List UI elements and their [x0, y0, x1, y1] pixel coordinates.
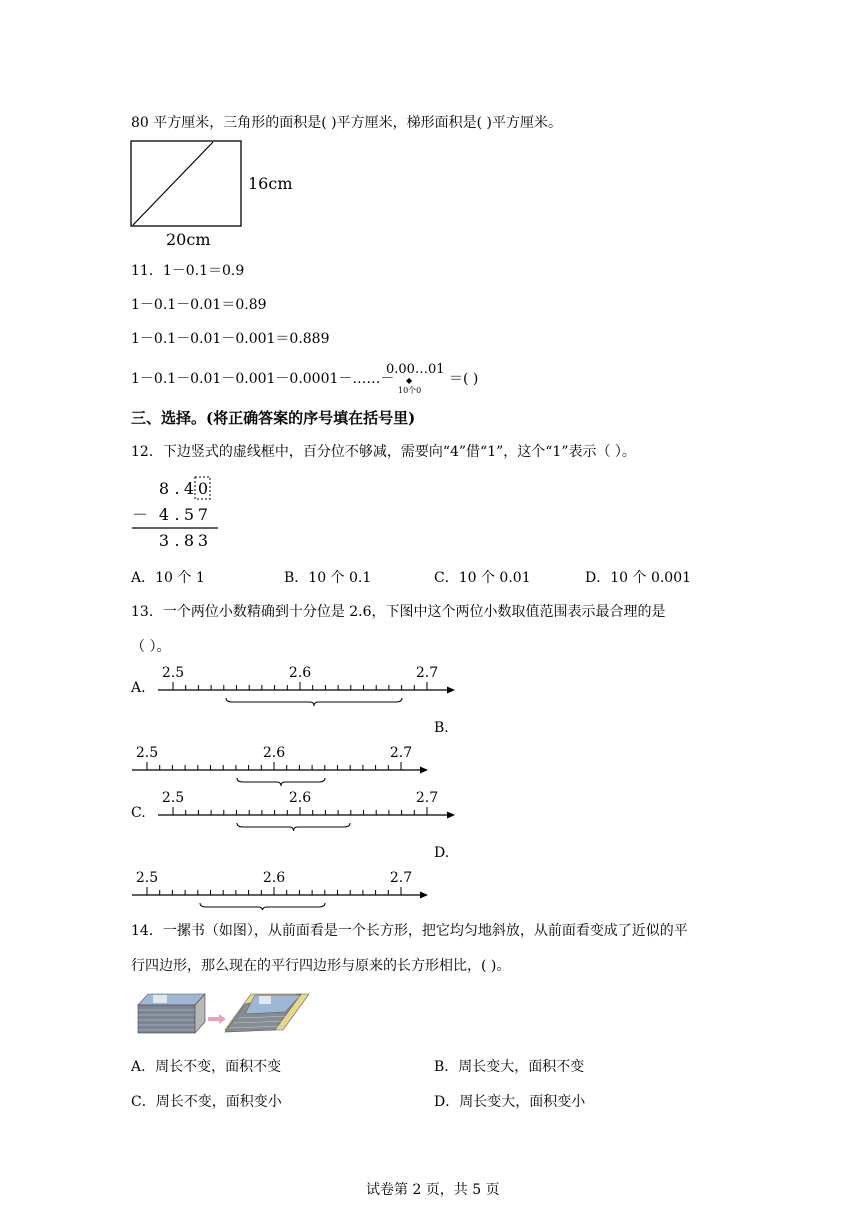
q11-line1: 11．1－0.1＝0.9: [131, 263, 245, 279]
q14-stem2: 行四边形，那么现在的平行四边形与原来的长方形相比，( )。: [131, 958, 511, 974]
q14-stem: 14．一摞书（如图），从前面看是一个长方形，把它均匀地斜放，从前面看变成了近似的平: [131, 923, 688, 939]
q11-line4-end: ＝( ): [449, 371, 479, 387]
digit: 7: [197, 505, 209, 524]
q13-stem: 13．一个两位小数精确到十分位是 2.6，下图中这个两位小数取值范围表示最合理的是: [131, 604, 666, 620]
page-footer: 试卷第 2 页，共 5 页: [366, 1182, 500, 1198]
range-brace: [226, 698, 402, 706]
q14-option-a: A．周长不变，面积不变: [131, 1059, 282, 1075]
width-label: 20cm: [166, 230, 211, 249]
tick-label: 2.7: [415, 790, 439, 806]
digit: 0: [197, 479, 209, 498]
digit: 4: [183, 479, 195, 498]
tick-label: 2.6: [288, 790, 312, 806]
tick-label: 2.7: [389, 870, 413, 886]
vertical-subtraction: [128, 474, 228, 554]
digit: 5: [183, 505, 195, 524]
q11-line2: 1－0.1－0.01＝0.89: [131, 297, 267, 313]
arrow-head-icon: [447, 812, 455, 819]
digit: 4: [158, 505, 170, 524]
range-brace: [200, 903, 325, 910]
book-cover-icon: [259, 996, 271, 1004]
fraction-sub: 10个0: [398, 386, 422, 395]
digit: 8: [158, 479, 170, 498]
q11-line3: 1－0.1－0.01－0.001＝0.889: [131, 331, 330, 347]
q13-stem2: （ ）。: [131, 639, 171, 655]
tick-label: 2.7: [389, 745, 413, 761]
minus-sign: －: [131, 505, 149, 524]
q12-option-b: B．10 个 0.1: [284, 570, 372, 586]
dot: .: [174, 505, 180, 524]
q13-label-a: A.: [131, 680, 146, 696]
number-line-a: [158, 665, 455, 706]
q12-stem: 12．下边竖式的虚线框中，百分位不够减，需要向“4”借“1”，这个“1”表示（ ）。: [131, 444, 636, 460]
digit: 8: [183, 531, 195, 550]
range-brace: [237, 823, 350, 831]
number-line-c: [158, 790, 455, 831]
tick-label: 2.5: [135, 870, 159, 886]
tick-label: 2.6: [288, 665, 312, 681]
tick-label: 2.5: [161, 665, 185, 681]
q11-line4-start: 1－0.1－0.01－0.001－0.0001－……－: [131, 371, 395, 387]
books-illustration: [133, 990, 313, 1040]
dot: .: [174, 479, 180, 498]
q14-option-d: D．周长变大，面积变小: [434, 1094, 586, 1110]
arrow-head-icon: [420, 767, 428, 774]
height-label: 16cm: [248, 174, 293, 193]
tick-label: 2.5: [135, 745, 159, 761]
range-brace: [237, 778, 325, 786]
number-lines: [0, 660, 868, 910]
tick-label: 2.6: [262, 745, 286, 761]
digit: 3: [197, 531, 209, 550]
q12-option-a: A．10 个 1: [131, 570, 205, 586]
q10-line: 80 平方厘米，三角形的面积是( )平方厘米，梯形面积是( )平方厘米。: [131, 115, 563, 131]
tick-label: 2.7: [415, 665, 439, 681]
fraction-arrow: ◆: [406, 376, 413, 385]
rectangle-diagram: [128, 138, 248, 232]
number-line-b: [132, 745, 428, 786]
q13-label-c: C.: [131, 805, 146, 821]
number-line-d: [132, 870, 428, 910]
q13-label-b: B.: [434, 720, 449, 736]
tick-label: 2.5: [161, 790, 185, 806]
q12-option-d: D．10 个 0.001: [585, 570, 692, 586]
book-cover-icon: [153, 995, 167, 1003]
arrow-head-icon: [420, 892, 428, 899]
digit: 3: [158, 531, 170, 550]
q12-option-c: C．10 个 0.01: [434, 570, 531, 586]
q14-option-c: C．周长不变，面积变小: [131, 1094, 282, 1110]
section-title: 三、选择。(将正确答案的序号填在括号里): [131, 409, 416, 427]
q14-option-b: B．周长变大，面积不变: [434, 1059, 585, 1075]
tick-label: 2.6: [262, 870, 286, 886]
fraction-top: 0.00…01: [386, 362, 445, 377]
q13-label-d: D.: [434, 845, 450, 861]
arrow-icon: [208, 1014, 226, 1024]
dot: .: [174, 531, 180, 550]
arrow-head-icon: [447, 687, 455, 694]
